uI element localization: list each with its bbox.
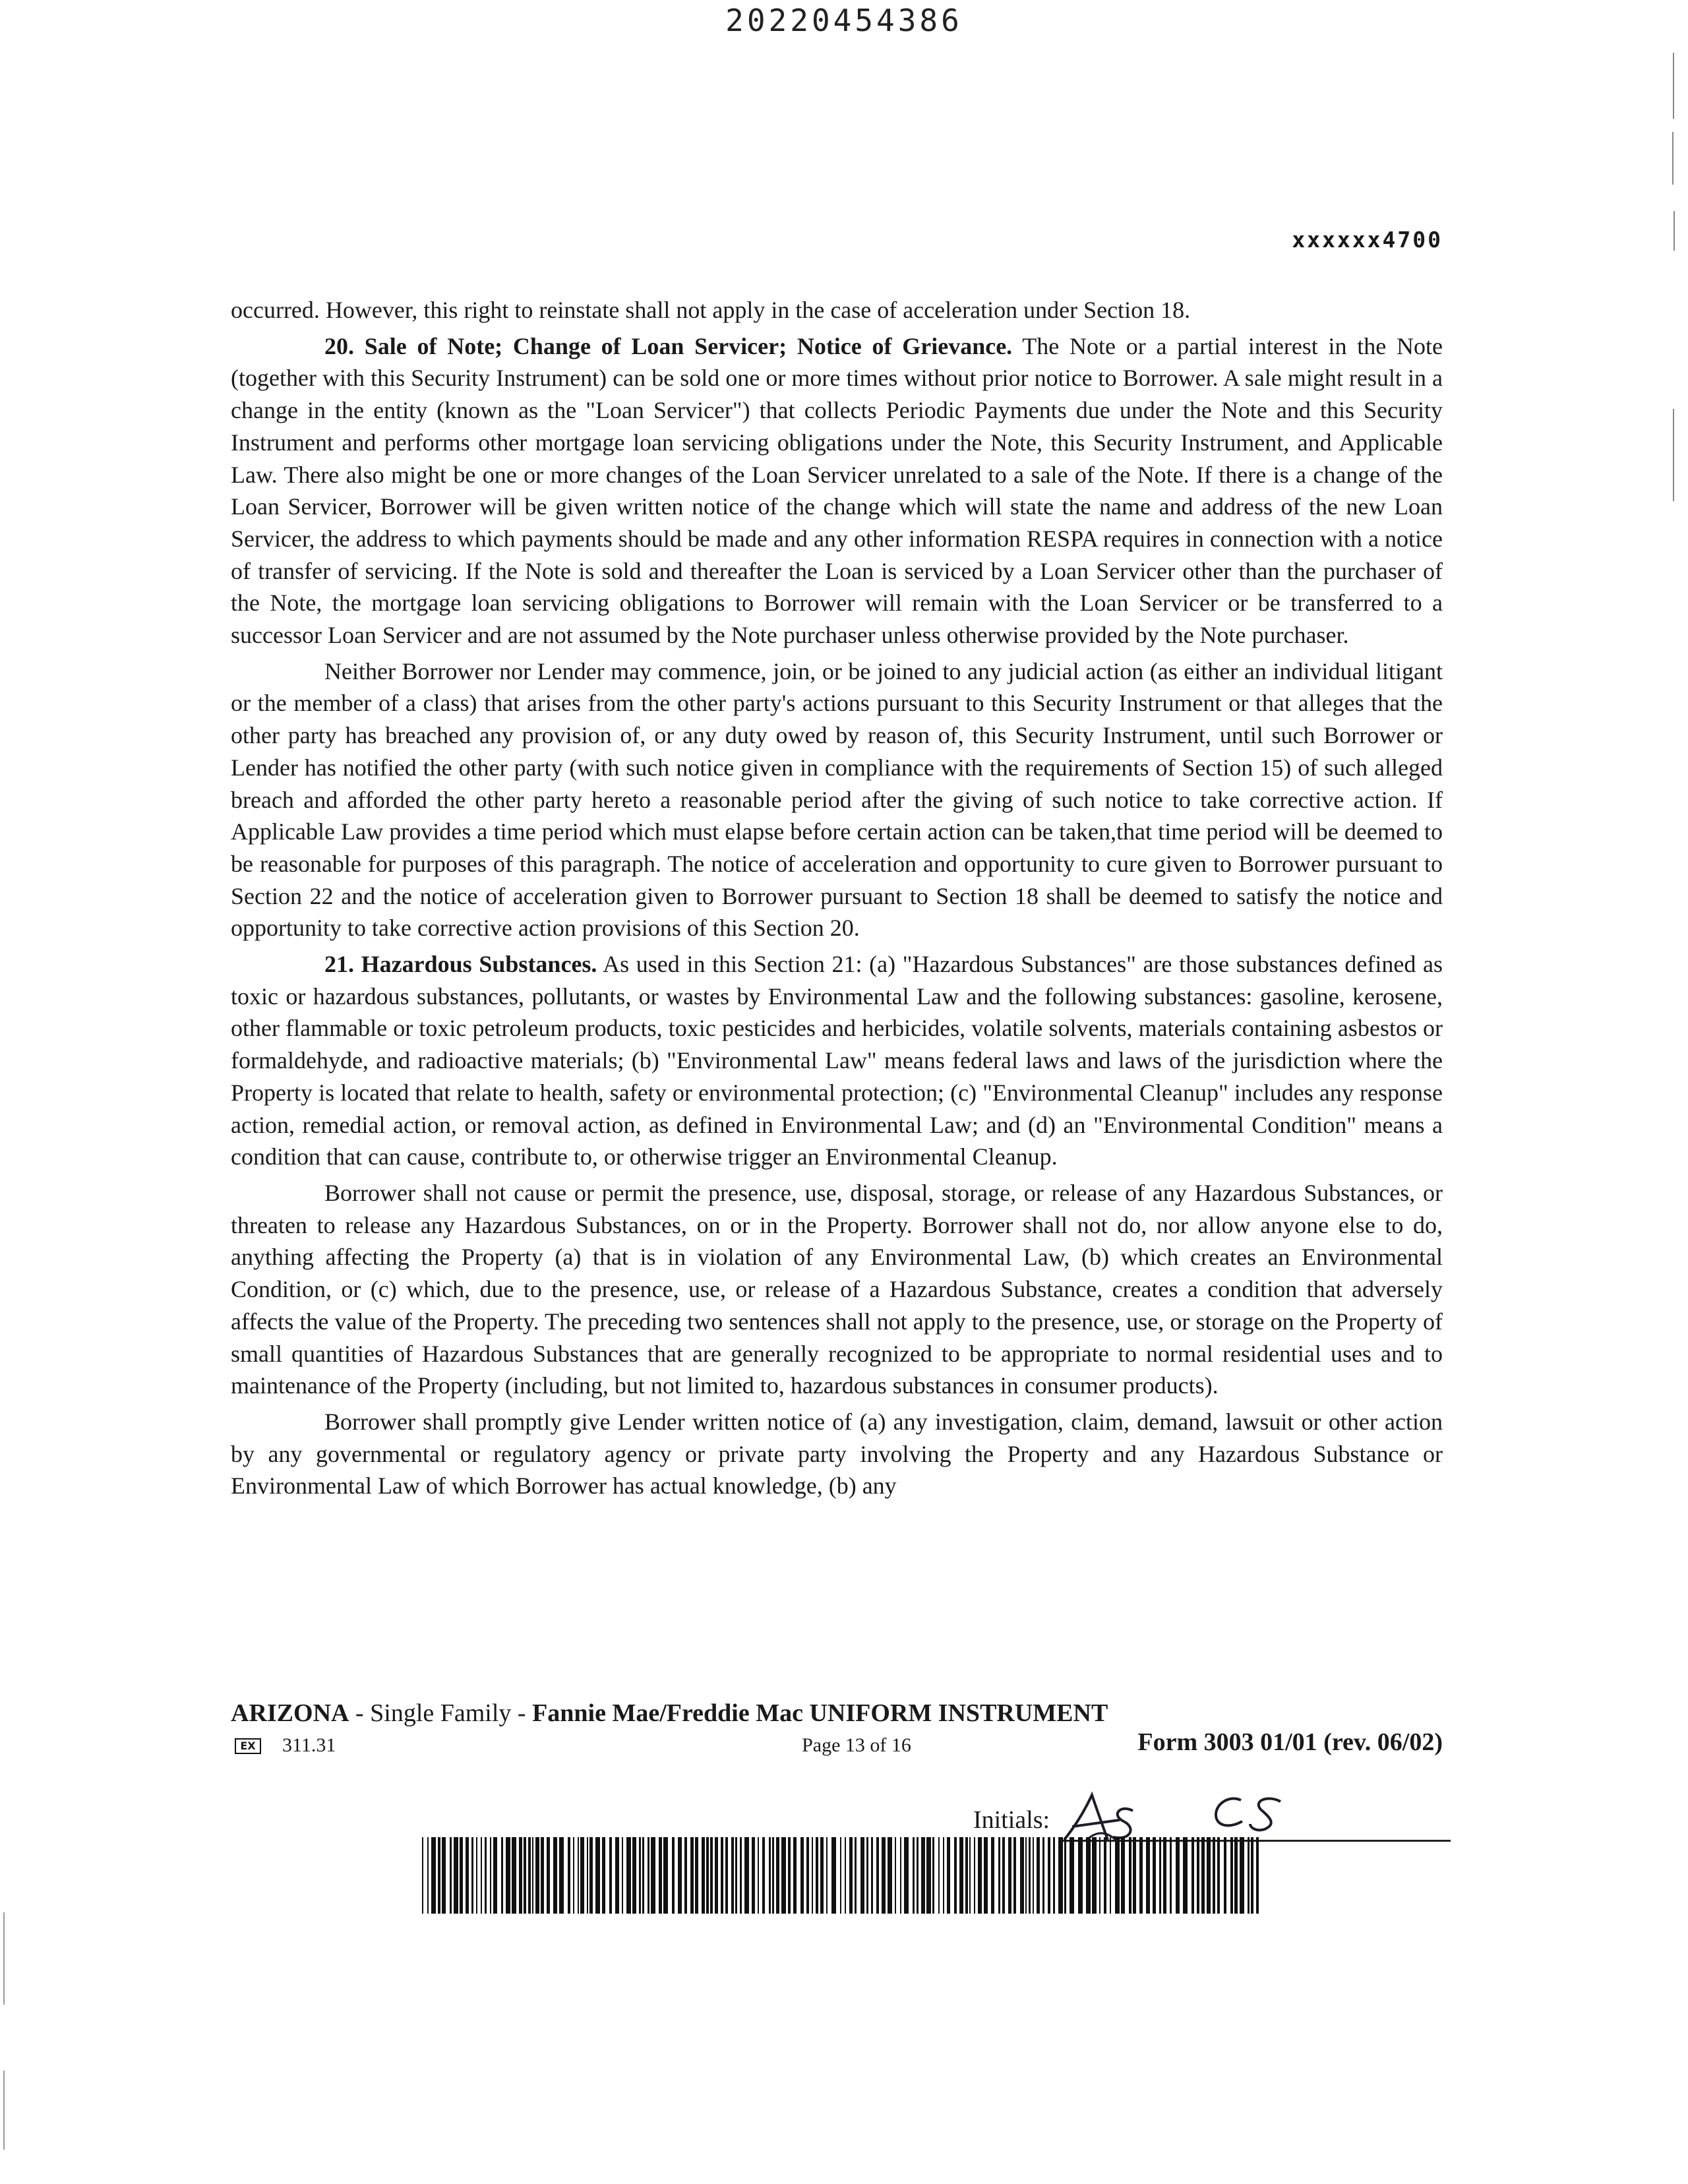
section-20-text: The Note or a partial interest in the Note (together with this Security Instrument) can be sold one or more times without prior notice to Borrower. A sale might result in a change in the entity (known as the "Loan Servicer") that collects Periodic Payments due under the Note and this Security Instrument and performs other mortgage loan servicing obligations under the Note, this Security Instrument, and Applicable Law. There also might be one or more changes of the Loan Servicer unrelated to a sale of the Note. If there is a change of the Loan Servicer, Borrower will be given written notice of the change which will state the name and address of the new Loan Servicer, the address to which payments should be made and any other information RESPA requires in connection with a notice of transfer of servicing. If the Note is sold and thereafter the Loan is serviced by a Loan Servicer other than the purchaser of the Note, the mortgage loan servicing obligations to Borrower will remain with the Loan Servicer or be transferred to a successor Loan Servicer and are not assumed by the Note purchaser unless otherwise provided by the Note purchaser. bbox=[231, 332, 1443, 649]
barcode-bar bbox=[1070, 1837, 1074, 1914]
barcode-bar bbox=[438, 1837, 440, 1914]
barcode-bar bbox=[659, 1837, 662, 1914]
barcode-bar bbox=[806, 1837, 809, 1914]
barcode-bar bbox=[781, 1837, 786, 1914]
barcode-bar bbox=[926, 1837, 931, 1914]
barcode-bar bbox=[1064, 1837, 1066, 1914]
section-20-heading: 20. Sale of Note; Change of Loan Servicer; Notice of Grievance. bbox=[324, 332, 1013, 359]
barcode-bar bbox=[1092, 1837, 1097, 1914]
barcode-bar bbox=[1013, 1837, 1016, 1914]
barcode-bar bbox=[595, 1837, 600, 1914]
footer-state: ARIZONA bbox=[231, 1699, 349, 1727]
barcode-bar bbox=[524, 1837, 526, 1914]
barcode-bar bbox=[1163, 1837, 1166, 1914]
barcode-bar bbox=[1058, 1837, 1063, 1914]
barcode-bar bbox=[1183, 1837, 1188, 1914]
barcode-bar bbox=[512, 1837, 516, 1914]
barcode-bar bbox=[938, 1837, 940, 1914]
barcode-bar bbox=[684, 1837, 687, 1914]
form-code: 311.31 bbox=[282, 1734, 336, 1756]
barcode-bar bbox=[519, 1837, 522, 1914]
barcode-bar bbox=[1230, 1837, 1233, 1914]
barcode-bar bbox=[528, 1837, 531, 1914]
barcode-bar bbox=[1207, 1837, 1211, 1914]
barcode-bar bbox=[476, 1837, 477, 1914]
barcode-bar bbox=[568, 1837, 570, 1914]
barcode-bar bbox=[559, 1837, 564, 1914]
barcode-bar bbox=[706, 1837, 709, 1914]
barcode-bar bbox=[1197, 1837, 1199, 1914]
barcode-bar bbox=[547, 1837, 550, 1914]
barcode-bar bbox=[1133, 1837, 1136, 1914]
barcode-bar bbox=[1002, 1837, 1005, 1914]
barcode-bar bbox=[1170, 1837, 1172, 1914]
barcode-bar bbox=[969, 1837, 971, 1914]
paragraph-notice: Borrower shall promptly give Lender written notice of (a) any investigation, claim, demand, lawsuit or other action by any governmental or regulatory agency or private party involving the Property and any Hazardous Substance or Environmental Law of which Borrower has actual knowledge, (b) any bbox=[231, 1408, 1443, 1500]
barcode-bar bbox=[998, 1837, 1000, 1914]
barcode-bar bbox=[573, 1837, 574, 1914]
barcode-bar bbox=[481, 1837, 482, 1914]
barcode-bar bbox=[710, 1837, 713, 1914]
barcode-bar bbox=[532, 1837, 533, 1914]
barcode-bar bbox=[860, 1837, 864, 1914]
barcode-bar bbox=[947, 1837, 950, 1914]
barcode-bar bbox=[921, 1837, 925, 1914]
recording-number: 20220454386 bbox=[725, 3, 963, 38]
barcode-bar bbox=[422, 1837, 423, 1914]
barcode-bar bbox=[1201, 1837, 1205, 1914]
barcode-bar bbox=[578, 1837, 579, 1914]
barcode-bar bbox=[615, 1837, 619, 1914]
barcode-bar bbox=[626, 1837, 631, 1914]
section-21-paragraph bbox=[231, 948, 1443, 1173]
barcode-bar bbox=[769, 1837, 771, 1914]
barcode-bar bbox=[589, 1837, 593, 1914]
barcode-bar bbox=[943, 1837, 944, 1914]
section-21-text: As used in this Section 21: (a) "Hazardous Substances" are those substances defined as toxic or hazardous substances, pollutants, or wastes by Environmental Law and the following substances: gasoline, kerosene, other flammable or toxic petroleum products, toxic pesticides and herbicides, volatile solvents, materials containing asbestos or formaldehyde, and radioactive materials; (b) "Environmental Law" means federal laws and laws of the jurisdiction where the Property is located that relate to health, safety or environmental protection; (c) "Environmental Cleanup" includes any response action, remedial action, or removal action, as defined in Environmental Law; and (d) an "Environmental Condition" means a condition that can cause, contribute to, or otherwise trigger an Environmental Cleanup. bbox=[231, 951, 1443, 1170]
barcode-bar bbox=[1146, 1837, 1150, 1914]
footer-instrument-title bbox=[231, 1699, 1108, 1728]
barcode-bar bbox=[678, 1837, 682, 1914]
barcode-bar bbox=[506, 1837, 510, 1914]
barcode-bar bbox=[744, 1837, 749, 1914]
barcode-bar bbox=[442, 1837, 446, 1914]
barcode-bar bbox=[725, 1837, 728, 1914]
barcode-bar bbox=[541, 1837, 544, 1914]
barcode-bar bbox=[1086, 1837, 1091, 1914]
barcode-bar bbox=[1240, 1837, 1244, 1914]
barcode-bar bbox=[876, 1837, 879, 1914]
barcode-bar bbox=[1104, 1837, 1106, 1914]
barcode-bar bbox=[1029, 1837, 1031, 1914]
barcode-bar bbox=[1224, 1837, 1226, 1914]
section-21-heading: 21. Hazardous Substances. bbox=[324, 951, 597, 978]
barcode-bar bbox=[1176, 1837, 1180, 1914]
barcode-bar bbox=[1139, 1837, 1143, 1914]
barcode-bar bbox=[580, 1837, 584, 1914]
barcode-bar bbox=[1115, 1837, 1120, 1914]
barcode-bar bbox=[740, 1837, 742, 1914]
barcode-bar bbox=[735, 1837, 737, 1914]
barcode-bar bbox=[840, 1837, 841, 1914]
barcode-bar bbox=[1191, 1837, 1194, 1914]
barcode-bar bbox=[895, 1837, 896, 1914]
barcode-bar bbox=[1078, 1837, 1083, 1914]
barcode-bar bbox=[460, 1837, 463, 1914]
barcode-bar bbox=[501, 1837, 503, 1914]
barcode-bar bbox=[454, 1837, 458, 1914]
barcode-bar bbox=[632, 1837, 636, 1914]
barcode-bar bbox=[731, 1837, 734, 1914]
barcode-bar bbox=[820, 1837, 824, 1914]
barcode-bar bbox=[602, 1837, 605, 1914]
barcode-bar bbox=[1234, 1837, 1238, 1914]
paragraph-hazardous-presence: Borrower shall not cause or permit the presence, use, disposal, storage, or release of any Hazardous Substances, or threaten to release any Hazardous Substances, on or in the Property. Borrower shall not do, nor allow anyone else to do, anything affecting the Property (a) that is in violation of any Environmental Law, (b) which creates an Environmental Condition, or (c) which, due to the presence, use, or release of a Hazardous Substance, creates a condition that adversely affects the value of the Property. The preceding two sentences shall not apply to the presence, use, or storage on the Property of small quantities of Hazardous Substances that are generally recognized to be appropriate to normal residential uses and to maintenance of the Property (including, but not limited to, hazardous substances in consumer products). bbox=[231, 1179, 1443, 1399]
barcode-bar bbox=[888, 1837, 892, 1914]
barcode-bar bbox=[1033, 1837, 1034, 1914]
barcode-bar bbox=[1025, 1837, 1027, 1914]
barcode-bar bbox=[793, 1837, 797, 1914]
barcode-bar bbox=[431, 1837, 436, 1914]
barcode-bar bbox=[1159, 1837, 1161, 1914]
footer-separator: - Single Family - bbox=[349, 1699, 533, 1727]
barcode-bar bbox=[866, 1837, 868, 1914]
barcode-bar bbox=[1251, 1837, 1253, 1914]
barcode-bar bbox=[1037, 1837, 1040, 1914]
footer-uniform-instrument: Fannie Mae/Freddie Mac UNIFORM INSTRUMENT bbox=[532, 1699, 1108, 1727]
barcode-bar bbox=[913, 1837, 915, 1914]
barcode-bar bbox=[1008, 1837, 1011, 1914]
barcode-bar bbox=[695, 1837, 698, 1914]
barcode-bar bbox=[450, 1837, 452, 1914]
scan-edge-mark-left bbox=[0, 1912, 8, 2150]
barcode-bar bbox=[959, 1837, 963, 1914]
barcode-bar bbox=[639, 1837, 641, 1914]
section-20-paragraph bbox=[231, 330, 1443, 652]
barcode-bar bbox=[845, 1837, 846, 1914]
barcode-bar bbox=[826, 1837, 828, 1914]
barcode-bar bbox=[721, 1837, 723, 1914]
barcode-bar bbox=[974, 1837, 975, 1914]
barcode-image bbox=[422, 1837, 1266, 1916]
barcode-bar bbox=[427, 1837, 429, 1914]
paragraph-judicial-action: Neither Borrower nor Lender may commence, join, or be joined to any judicial action (as either an individual litigant or the member of a class) that arises from the other party's actions pursuant to this Security Instrument or that alleges that the other party has breached any provision of, or any duty owed by reason of, this Security Instrument, until such Borrower or Lender has notified the other party (with such notice given in compliance with the requirements of Section 15) of such alleged breach and afforded the other party hereto a reasonable period after the giving of such notice to take corrective action. If Applicable Law provides a time period which must elapse before certain action can be taken,that time period will be deemed to be reasonable for purposes of this paragraph. The notice of acceleration and opportunity to cure given to Borrower pursuant to Section 22 and the notice of acceleration given to Borrower pursuant to Section 18 shall be deemed to satisfy the notice and opportunity to take corrective action provisions of this Section 20. bbox=[231, 657, 1443, 942]
barcode-bar bbox=[466, 1837, 469, 1914]
barcode-bar bbox=[471, 1837, 473, 1914]
barcode-bar bbox=[663, 1837, 668, 1914]
initials-area bbox=[973, 1791, 1451, 1844]
barcode-bar bbox=[965, 1837, 968, 1914]
footer-form-row bbox=[231, 1728, 1443, 1766]
ex-logo-icon: EX bbox=[235, 1738, 261, 1754]
barcode-bar bbox=[788, 1837, 791, 1914]
barcode-bar bbox=[991, 1837, 994, 1914]
barcode-bar bbox=[917, 1837, 919, 1914]
barcode-bar bbox=[702, 1837, 705, 1914]
barcode-bar bbox=[954, 1837, 957, 1914]
barcode-bar bbox=[1213, 1837, 1215, 1914]
barcode-bar bbox=[752, 1837, 755, 1914]
barcode-bar bbox=[651, 1837, 655, 1914]
barcode-bar bbox=[1121, 1837, 1125, 1914]
barcode-bar bbox=[535, 1837, 539, 1914]
barcode-bar bbox=[1110, 1837, 1111, 1914]
barcode-bar bbox=[672, 1837, 675, 1914]
barcode-bar bbox=[1042, 1837, 1044, 1914]
barcode-bar bbox=[882, 1837, 886, 1914]
document-body bbox=[231, 294, 1443, 1506]
barcode-bar bbox=[932, 1837, 934, 1914]
loan-number: xxxxxx4700 bbox=[1292, 227, 1443, 253]
barcode-bar bbox=[800, 1837, 804, 1914]
barcode-bar bbox=[690, 1837, 694, 1914]
initials-signature-2 bbox=[1211, 1791, 1290, 1837]
barcode-bar bbox=[1053, 1837, 1055, 1914]
barcode-bar bbox=[1248, 1837, 1250, 1914]
barcode-bar bbox=[1048, 1837, 1050, 1914]
barcode-bar bbox=[816, 1837, 818, 1914]
barcode-bar bbox=[831, 1837, 836, 1914]
barcode-bar bbox=[1020, 1837, 1024, 1914]
barcode-bar bbox=[762, 1837, 765, 1914]
scan-edge-mark bbox=[1667, 40, 1680, 501]
barcode-bar bbox=[609, 1837, 612, 1914]
barcode-bar bbox=[978, 1837, 982, 1914]
barcode-bar bbox=[776, 1837, 779, 1914]
barcode-bar bbox=[553, 1837, 557, 1914]
paragraph-reinstatement: occurred. However, this right to reinstate shall not apply in the case of acceleration under Section 18. bbox=[231, 297, 1191, 323]
barcode-bar bbox=[812, 1837, 813, 1914]
barcode-bar bbox=[490, 1837, 491, 1914]
barcode-bar bbox=[772, 1837, 774, 1914]
barcode-bar bbox=[871, 1837, 873, 1914]
barcode-bar bbox=[642, 1837, 644, 1914]
form-number: Form 3003 01/01 (rev. 06/02) bbox=[1137, 1728, 1443, 1756]
barcode-bar bbox=[1129, 1837, 1131, 1914]
barcode-bar bbox=[900, 1837, 901, 1914]
barcode-bar bbox=[1256, 1837, 1259, 1914]
page-number: Page 13 of 16 bbox=[802, 1734, 911, 1756]
barcode-bar bbox=[984, 1837, 988, 1914]
barcode-bar bbox=[587, 1837, 588, 1914]
barcode-bar bbox=[1153, 1837, 1156, 1914]
barcode-bar bbox=[1099, 1837, 1100, 1914]
barcode-bar bbox=[648, 1837, 649, 1914]
initials-label: Initials: bbox=[973, 1806, 1050, 1834]
barcode-bar bbox=[849, 1837, 853, 1914]
barcode-bar bbox=[485, 1837, 487, 1914]
barcode-bar bbox=[855, 1837, 857, 1914]
barcode-bar bbox=[1217, 1837, 1220, 1914]
barcode-bar bbox=[758, 1837, 759, 1914]
barcode-bar bbox=[904, 1837, 909, 1914]
barcode-bar bbox=[622, 1837, 623, 1914]
barcode-bar bbox=[493, 1837, 497, 1914]
barcode-bar bbox=[715, 1837, 718, 1914]
